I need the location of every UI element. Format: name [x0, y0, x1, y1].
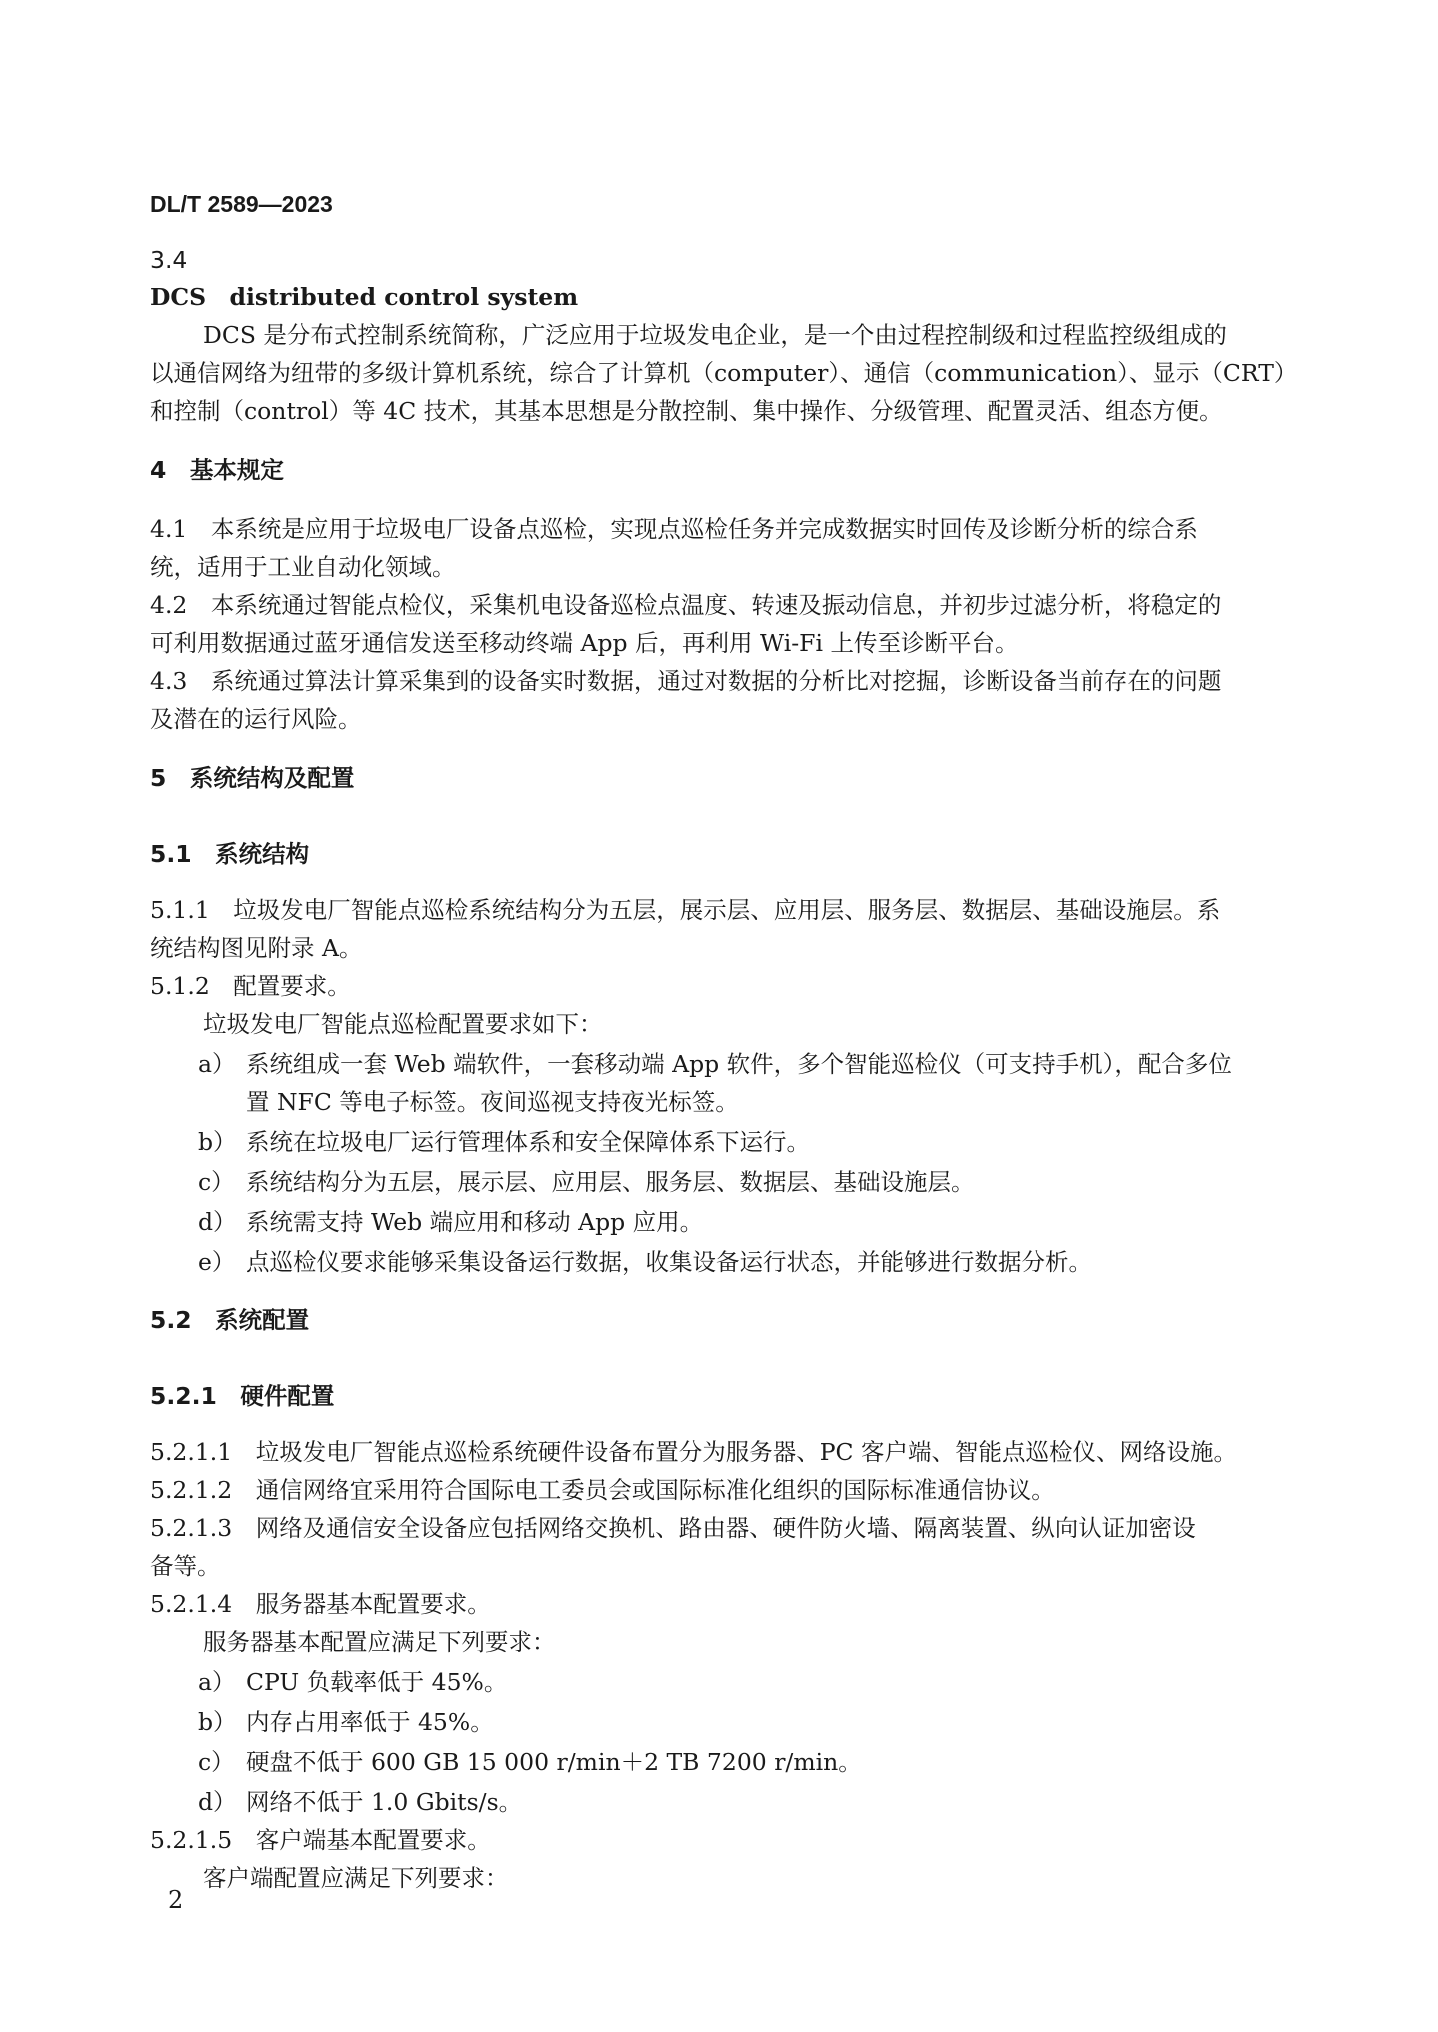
paragraph-line: 以通信网络为纽带的多级计算机系统，综合了计算机（computer）、通信（communication）、显示（CRT） [150, 359, 1298, 387]
section-heading: 5 系统结构及配置 [150, 764, 355, 792]
list-marker: c） [198, 1168, 235, 1196]
paragraph-line: 4.1 本系统是应用于垃圾电厂设备点巡检，实现点巡检任务并完成数据实时回传及诊断分析的综合系 [150, 515, 1198, 543]
paragraph-line: 5.2.1.5 客户端基本配置要求。 [150, 1826, 491, 1854]
subsection-heading: 5.1 系统结构 [150, 840, 310, 868]
paragraph-line: 服务器基本配置应满足下列要求： [203, 1628, 556, 1656]
list-item: e） 点巡检仪要求能够采集设备运行数据，收集设备运行状态，并能够进行数据分析。 [198, 1248, 1092, 1276]
list-item: b） 系统在垃圾电厂运行管理体系和安全保障体系下运行。 [198, 1128, 810, 1156]
list-marker: d） [198, 1788, 237, 1816]
paragraph-line: 5.1.2 配置要求。 [150, 972, 351, 1000]
paragraph-line: 和控制（control）等 4C 技术，其基本思想是分散控制、集中操作、分级管理、配置灵活、组态方便。 [150, 397, 1223, 425]
page-number: 2 [168, 1886, 184, 1914]
document-id: DL/T 2589—2023 [150, 191, 333, 217]
paragraph-line: 可利用数据通过蓝牙通信发送至移动终端 App 后，再利用 Wi-Fi 上传至诊断平台。 [150, 629, 1019, 657]
section-heading: 4 基本规定 [150, 456, 284, 484]
paragraph-line: 5.2.1.2 通信网络宜采用符合国际电工委员会或国际标准化组织的国际标准通信协议。 [150, 1476, 1055, 1504]
paragraph-line: 及潜在的运行风险。 [150, 705, 362, 733]
paragraph-line: 客户端配置应满足下列要求： [203, 1864, 509, 1892]
list-item: c） 系统结构分为五层，展示层、应用层、服务层、数据层、基础设施层。 [198, 1168, 975, 1196]
list-marker: a） [198, 1668, 236, 1696]
paragraph-line: 统结构图见附录 A。 [150, 934, 363, 962]
list-item-continuation: 置 NFC 等电子标签。夜间巡视支持夜光标签。 [246, 1088, 739, 1116]
list-item: d） 系统需支持 Web 端应用和移动 App 应用。 [198, 1208, 704, 1236]
paragraph-line: 5.2.1.1 垃圾发电厂智能点巡检系统硬件设备布置分为服务器、PC 客户端、智能点巡检仪、网络设施。 [150, 1438, 1237, 1466]
paragraph-line: 5.2.1.4 服务器基本配置要求。 [150, 1590, 491, 1618]
paragraph-line: 4.3 系统通过算法计算采集到的设备实时数据，通过对数据的分析比对挖掘，诊断设备当前存在的问题 [150, 667, 1222, 695]
list-marker: c） [198, 1748, 235, 1776]
paragraph-line: DCS 是分布式控制系统简称，广泛应用于垃圾发电企业，是一个由过程控制级和过程监控级组成的 [203, 321, 1227, 349]
list-item: c） 硬盘不低于 600 GB 15 000 r/min＋2 TB 7200 r/min。 [198, 1748, 862, 1776]
list-marker: b） [198, 1708, 237, 1736]
clause-number: 3.4 [150, 246, 188, 274]
paragraph-line: 5.1.1 垃圾发电厂智能点巡检系统结构分为五层，展示层、应用层、服务层、数据层、基础设施层。系 [150, 896, 1221, 924]
paragraph-line: 备等。 [150, 1552, 221, 1580]
list-marker: b） [198, 1128, 237, 1156]
list-marker: a） [198, 1050, 236, 1078]
list-item: a） 系统组成一套 Web 端软件，一套移动端 App 软件，多个智能巡检仪（可支持手机），配合多位 [198, 1050, 1232, 1078]
subsection-heading: 5.2 系统配置 [150, 1306, 310, 1334]
paragraph-line: 4.2 本系统通过智能点检仪，采集机电设备巡检点温度、转速及振动信息，并初步过滤分析，将稳定的 [150, 591, 1222, 619]
list-marker: e） [198, 1248, 236, 1276]
list-item: a） CPU 负载率低于 45%。 [198, 1668, 508, 1696]
list-item: b） 内存占用率低于 45%。 [198, 1708, 494, 1736]
list-marker: d） [198, 1208, 237, 1236]
subsection-heading: 5.2.1 硬件配置 [150, 1382, 335, 1410]
list-item: d） 网络不低于 1.0 Gbits/s。 [198, 1788, 523, 1816]
term-heading: DCS distributed control system [150, 283, 579, 311]
paragraph-line: 5.2.1.3 网络及通信安全设备应包括网络交换机、路由器、硬件防火墙、隔离装置、纵向认证加密设 [150, 1514, 1196, 1542]
paragraph-line: 统，适用于工业自动化领域。 [150, 553, 456, 581]
paragraph-line: 垃圾发电厂智能点巡检配置要求如下： [203, 1010, 603, 1038]
